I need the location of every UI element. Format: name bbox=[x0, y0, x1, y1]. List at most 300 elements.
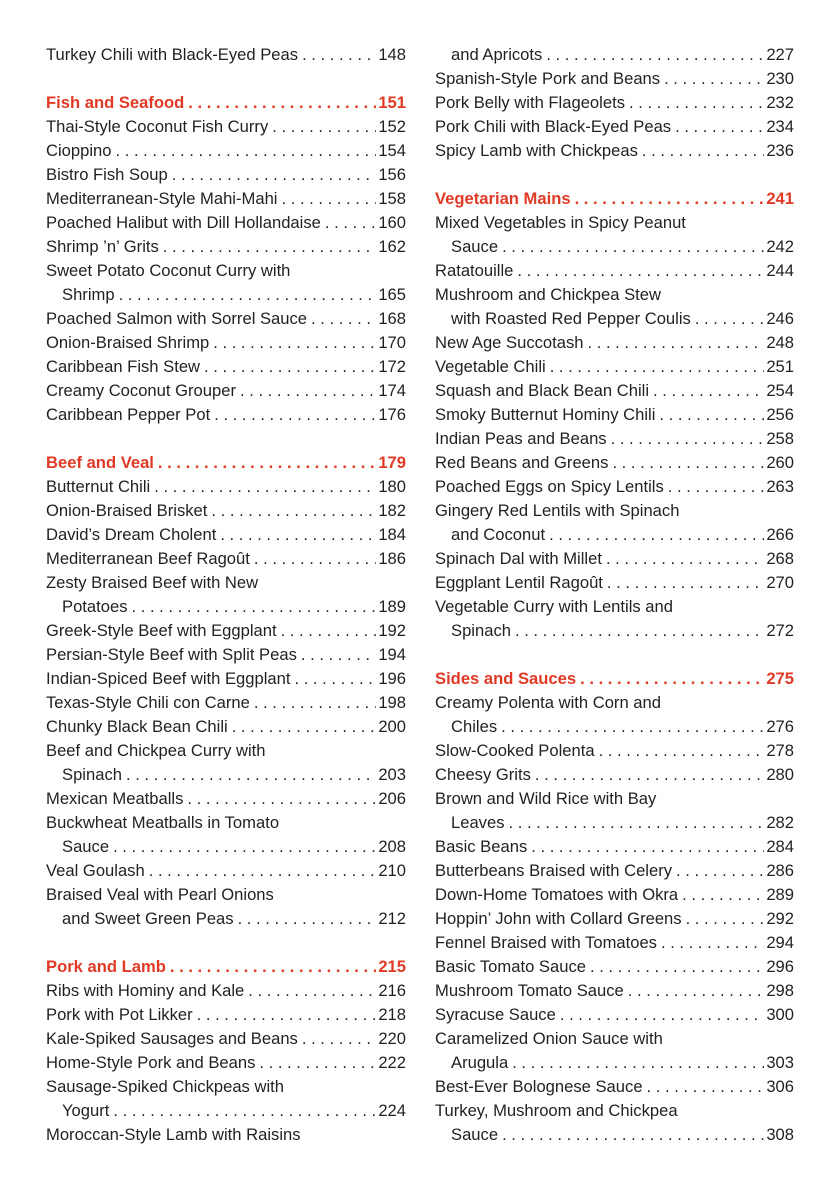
toc-entry[interactable] bbox=[46, 1123, 406, 1147]
section-page-number: 215 bbox=[378, 957, 406, 976]
dot-leader bbox=[234, 907, 377, 931]
entry-page-number: 258 bbox=[766, 429, 794, 448]
entry-page-number: 296 bbox=[766, 957, 794, 976]
toc-entry[interactable] bbox=[435, 595, 794, 619]
entry-title: Eggplant Lentil Ragoût bbox=[435, 573, 603, 592]
section-gap bbox=[46, 67, 406, 91]
entry-page-number: 280 bbox=[766, 765, 794, 784]
dot-leader bbox=[290, 667, 376, 691]
dot-leader bbox=[109, 1099, 376, 1123]
entry-title: Persian-Style Beef with Split Peas bbox=[46, 645, 297, 664]
section-page-number: 275 bbox=[766, 669, 794, 688]
toc-entry-continuation[interactable] bbox=[435, 523, 794, 547]
entry-page-number: 174 bbox=[378, 381, 406, 400]
entry-title: Basic Beans bbox=[435, 837, 528, 856]
entry-title: Potatoes bbox=[62, 597, 128, 616]
entry-title: Hoppin’ John with Collard Greens bbox=[435, 909, 682, 928]
entry-title: Sauce bbox=[451, 1125, 499, 1144]
toc-entry[interactable] bbox=[46, 331, 406, 355]
entry-page-number: 170 bbox=[378, 333, 406, 352]
toc-entry[interactable] bbox=[46, 715, 406, 739]
entry-title: Kale-Spiked Sausages and Beans bbox=[46, 1029, 298, 1048]
dot-leader bbox=[657, 931, 764, 955]
entry-page-number: 298 bbox=[766, 981, 794, 1000]
entry-title: and Sweet Green Peas bbox=[62, 909, 234, 928]
entry-title: Caramelized Onion Sauce with bbox=[435, 1029, 663, 1048]
entry-page-number: 194 bbox=[378, 645, 406, 664]
toc-entry[interactable] bbox=[435, 283, 794, 307]
dot-leader bbox=[682, 907, 765, 931]
entry-title: Home-Style Pork and Beans bbox=[46, 1053, 256, 1072]
entry-title: Butterbeans Braised with Celery bbox=[435, 861, 673, 880]
dot-leader bbox=[638, 139, 764, 163]
dot-leader bbox=[527, 835, 764, 859]
entry-page-number: 160 bbox=[378, 213, 406, 232]
toc-entry[interactable] bbox=[435, 259, 794, 283]
entry-page-number: 196 bbox=[378, 669, 406, 688]
dot-leader bbox=[200, 355, 376, 379]
toc-entry[interactable] bbox=[46, 235, 406, 259]
dot-leader bbox=[576, 667, 764, 691]
dot-leader bbox=[250, 547, 376, 571]
entry-page-number: 278 bbox=[766, 741, 794, 760]
dot-leader bbox=[115, 283, 377, 307]
section-page-number: 151 bbox=[378, 93, 406, 112]
dot-leader bbox=[542, 43, 764, 67]
toc-entry[interactable] bbox=[46, 643, 406, 667]
dot-leader bbox=[546, 355, 765, 379]
toc-entry[interactable] bbox=[435, 1027, 794, 1051]
dot-leader bbox=[678, 883, 764, 907]
dot-leader bbox=[184, 91, 376, 115]
entry-title: Butternut Chili bbox=[46, 477, 151, 496]
section-page-number: 241 bbox=[766, 189, 794, 208]
entry-title: Pork Belly with Flageolets bbox=[435, 93, 625, 112]
entry-title: Thai-Style Coconut Fish Curry bbox=[46, 117, 269, 136]
section-heading[interactable] bbox=[46, 451, 406, 475]
toc-entry[interactable] bbox=[46, 739, 406, 763]
dot-leader bbox=[649, 379, 764, 403]
toc-entry[interactable] bbox=[46, 667, 406, 691]
entry-page-number: 256 bbox=[766, 405, 794, 424]
toc-entry[interactable] bbox=[46, 787, 406, 811]
dot-leader bbox=[268, 115, 376, 139]
entry-title: Poached Eggs on Spicy Lentils bbox=[435, 477, 664, 496]
toc-column-right bbox=[435, 43, 794, 1147]
toc-entry-continuation[interactable] bbox=[435, 1123, 794, 1147]
entry-title: Shrimp bbox=[62, 285, 115, 304]
entry-title: Basic Tomato Sauce bbox=[435, 957, 586, 976]
entry-title: Poached Halibut with Dill Hollandaise bbox=[46, 213, 321, 232]
entry-title: Fennel Braised with Tomatoes bbox=[435, 933, 657, 952]
toc-entry[interactable] bbox=[46, 139, 406, 163]
entry-title: and Apricots bbox=[451, 45, 543, 64]
toc-entry[interactable] bbox=[435, 763, 794, 787]
dot-leader bbox=[672, 859, 764, 883]
entry-page-number: 234 bbox=[766, 117, 794, 136]
toc-entry-continuation[interactable] bbox=[46, 907, 406, 931]
toc-entry[interactable] bbox=[46, 811, 406, 835]
entry-page-number: 236 bbox=[766, 141, 794, 160]
entry-page-number: 244 bbox=[766, 261, 794, 280]
toc-entry[interactable] bbox=[435, 115, 794, 139]
dot-leader bbox=[321, 211, 376, 235]
section-gap bbox=[46, 427, 406, 451]
entry-title: Spinach bbox=[62, 765, 122, 784]
toc-entry[interactable] bbox=[46, 979, 406, 1003]
entry-title: Chunky Black Bean Chili bbox=[46, 717, 228, 736]
entry-page-number: 303 bbox=[766, 1053, 794, 1072]
dot-leader bbox=[498, 235, 764, 259]
toc-entry[interactable] bbox=[46, 115, 406, 139]
entry-title: Brown and Wild Rice with Bay bbox=[435, 789, 657, 808]
entry-title: Turkey, Mushroom and Chickpea bbox=[435, 1101, 678, 1120]
section-title: Fish and Seafood bbox=[46, 93, 185, 112]
entry-page-number: 251 bbox=[766, 357, 794, 376]
entry-page-number: 242 bbox=[766, 237, 794, 256]
dot-leader bbox=[643, 1075, 765, 1099]
entry-title: Smoky Butternut Hominy Chili bbox=[435, 405, 656, 424]
toc-entry[interactable] bbox=[46, 1003, 406, 1027]
entry-page-number: 268 bbox=[766, 549, 794, 568]
entry-page-number: 289 bbox=[766, 885, 794, 904]
entry-title: Mediterranean Beef Ragoût bbox=[46, 549, 250, 568]
dot-leader bbox=[150, 475, 376, 499]
entry-title: Chiles bbox=[451, 717, 498, 736]
entry-page-number: 227 bbox=[766, 45, 794, 64]
entry-page-number: 210 bbox=[378, 861, 406, 880]
entry-title: Mushroom and Chickpea Stew bbox=[435, 285, 661, 304]
entry-title: with Roasted Red Pepper Coulis bbox=[451, 309, 691, 328]
toc-entry[interactable] bbox=[435, 379, 794, 403]
toc-entry[interactable] bbox=[435, 67, 794, 91]
toc-entry[interactable] bbox=[435, 787, 794, 811]
entry-page-number: 232 bbox=[766, 93, 794, 112]
toc-entry[interactable] bbox=[435, 1099, 794, 1123]
entry-page-number: 198 bbox=[378, 693, 406, 712]
entry-page-number: 172 bbox=[378, 357, 406, 376]
entry-page-number: 306 bbox=[766, 1077, 794, 1096]
entry-title: Ratatouille bbox=[435, 261, 514, 280]
toc-entry[interactable] bbox=[435, 1003, 794, 1027]
entry-title: Veal Goulash bbox=[46, 861, 145, 880]
dot-leader bbox=[497, 715, 764, 739]
toc-entry[interactable] bbox=[435, 979, 794, 1003]
entry-title: Creamy Coconut Grouper bbox=[46, 381, 236, 400]
entry-title: Best-Ever Bolognese Sauce bbox=[435, 1077, 643, 1096]
dot-leader bbox=[664, 475, 765, 499]
section-heading[interactable] bbox=[46, 91, 406, 115]
dot-leader bbox=[145, 859, 377, 883]
dot-leader bbox=[277, 619, 377, 643]
toc-entry[interactable] bbox=[46, 1051, 406, 1075]
dot-leader bbox=[112, 139, 377, 163]
toc-entry[interactable] bbox=[46, 403, 406, 427]
entry-title: Spinach bbox=[451, 621, 511, 640]
toc-entry[interactable] bbox=[46, 1027, 406, 1051]
entry-title: Texas-Style Chili con Carne bbox=[46, 693, 250, 712]
entry-page-number: 218 bbox=[378, 1005, 406, 1024]
dot-leader bbox=[307, 307, 376, 331]
entry-title: Zesty Braised Beef with New bbox=[46, 573, 259, 592]
toc-entry[interactable] bbox=[46, 691, 406, 715]
entry-title: Shrimp ’n’ Grits bbox=[46, 237, 159, 256]
entry-page-number: 208 bbox=[378, 837, 406, 856]
entry-title: Sweet Potato Coconut Curry with bbox=[46, 261, 291, 280]
dot-leader bbox=[602, 547, 764, 571]
section-heading[interactable] bbox=[435, 187, 794, 211]
toc-entry[interactable] bbox=[435, 859, 794, 883]
toc-entry[interactable] bbox=[435, 571, 794, 595]
entry-title: Arugula bbox=[451, 1053, 509, 1072]
dot-leader bbox=[498, 1123, 764, 1147]
toc-entry-continuation[interactable] bbox=[435, 307, 794, 331]
dot-leader bbox=[210, 403, 376, 427]
dot-leader bbox=[298, 43, 376, 67]
toc-entry-continuation[interactable] bbox=[46, 595, 406, 619]
entry-title: Cioppino bbox=[46, 141, 112, 160]
entry-page-number: 292 bbox=[766, 909, 794, 928]
toc-entry[interactable] bbox=[435, 499, 794, 523]
toc-entry[interactable] bbox=[46, 307, 406, 331]
entry-title: Moroccan-Style Lamb with Raisins bbox=[46, 1125, 301, 1144]
entry-title: Indian-Spiced Beef with Eggplant bbox=[46, 669, 291, 688]
entry-page-number: 248 bbox=[766, 333, 794, 352]
toc-entry-continuation[interactable] bbox=[435, 1051, 794, 1075]
entry-page-number: 230 bbox=[766, 69, 794, 88]
dot-leader bbox=[154, 451, 376, 475]
dot-leader bbox=[545, 523, 764, 547]
section-page-number: 179 bbox=[378, 453, 406, 472]
toc-entry[interactable] bbox=[46, 499, 406, 523]
entry-page-number: 284 bbox=[766, 837, 794, 856]
dot-leader bbox=[655, 403, 764, 427]
toc-entry[interactable] bbox=[46, 859, 406, 883]
toc-entry[interactable] bbox=[435, 355, 794, 379]
entry-title: Creamy Polenta with Corn and bbox=[435, 693, 661, 712]
entry-page-number: 165 bbox=[378, 285, 406, 304]
entry-page-number: 224 bbox=[378, 1101, 406, 1120]
dot-leader bbox=[603, 571, 764, 595]
toc-entry[interactable] bbox=[435, 211, 794, 235]
toc-entry[interactable] bbox=[46, 379, 406, 403]
entry-title: Vegetable Chili bbox=[435, 357, 546, 376]
toc-entry-continuation[interactable] bbox=[435, 715, 794, 739]
entry-title: David’s Dream Cholent bbox=[46, 525, 217, 544]
dot-leader bbox=[250, 691, 376, 715]
toc-column-left bbox=[46, 43, 406, 1147]
toc-entry[interactable] bbox=[46, 547, 406, 571]
entry-page-number: 308 bbox=[766, 1125, 794, 1144]
toc-entry-continuation[interactable] bbox=[46, 835, 406, 859]
toc-entry-continuation[interactable] bbox=[46, 763, 406, 787]
entry-page-number: 180 bbox=[378, 477, 406, 496]
toc-entry[interactable] bbox=[435, 91, 794, 115]
toc-entry-continuation[interactable] bbox=[46, 283, 406, 307]
entry-title: Mexican Meatballs bbox=[46, 789, 184, 808]
entry-title: Yogurt bbox=[62, 1101, 110, 1120]
dot-leader bbox=[183, 787, 376, 811]
toc-entry-continuation[interactable] bbox=[435, 235, 794, 259]
entry-title: Caribbean Pepper Pot bbox=[46, 405, 211, 424]
toc-entry-continuation[interactable] bbox=[435, 619, 794, 643]
entry-title: Spicy Lamb with Chickpeas bbox=[435, 141, 638, 160]
toc-entry[interactable] bbox=[46, 43, 406, 67]
toc-entry[interactable] bbox=[435, 43, 794, 67]
toc-entry[interactable] bbox=[46, 355, 406, 379]
entry-page-number: 263 bbox=[766, 477, 794, 496]
dot-leader bbox=[128, 595, 377, 619]
entry-title: Greek-Style Beef with Eggplant bbox=[46, 621, 277, 640]
dot-leader bbox=[660, 67, 764, 91]
entry-title: Braised Veal with Pearl Onions bbox=[46, 885, 274, 904]
entry-title: Sausage-Spiked Chickpeas with bbox=[46, 1077, 284, 1096]
section-title: Pork and Lamb bbox=[46, 957, 166, 976]
entry-title: Slow-Cooked Polenta bbox=[435, 741, 595, 760]
entry-page-number: 154 bbox=[378, 141, 406, 160]
dot-leader bbox=[298, 1027, 376, 1051]
entry-title: Mediterranean-Style Mahi-Mahi bbox=[46, 189, 278, 208]
entry-title: Red Beans and Greens bbox=[435, 453, 609, 472]
dot-leader bbox=[571, 187, 765, 211]
dot-leader bbox=[511, 619, 764, 643]
toc-entry[interactable] bbox=[435, 451, 794, 475]
entry-page-number: 276 bbox=[766, 717, 794, 736]
section-heading[interactable] bbox=[435, 667, 794, 691]
toc-entry[interactable] bbox=[46, 475, 406, 499]
dot-leader bbox=[556, 1003, 764, 1027]
entry-title: Cheesy Grits bbox=[435, 765, 531, 784]
dot-leader bbox=[168, 163, 377, 187]
toc-entry[interactable] bbox=[435, 403, 794, 427]
toc-entry[interactable] bbox=[46, 523, 406, 547]
entry-title: and Coconut bbox=[451, 525, 546, 544]
dot-leader bbox=[228, 715, 377, 739]
toc-entry[interactable] bbox=[435, 331, 794, 355]
entry-page-number: 206 bbox=[378, 789, 406, 808]
entry-title: Caribbean Fish Stew bbox=[46, 357, 201, 376]
toc-entry[interactable] bbox=[46, 619, 406, 643]
entry-page-number: 203 bbox=[378, 765, 406, 784]
entry-page-number: 152 bbox=[378, 117, 406, 136]
entry-page-number: 300 bbox=[766, 1005, 794, 1024]
toc-entry[interactable] bbox=[46, 187, 406, 211]
entry-page-number: 186 bbox=[378, 549, 406, 568]
section-gap bbox=[46, 931, 406, 955]
toc-entry[interactable] bbox=[435, 883, 794, 907]
toc-entry-continuation[interactable] bbox=[435, 811, 794, 835]
toc-entry[interactable] bbox=[435, 547, 794, 571]
entry-page-number: 270 bbox=[766, 573, 794, 592]
toc-entry[interactable] bbox=[46, 883, 406, 907]
entry-title: Bistro Fish Soup bbox=[46, 165, 168, 184]
toc-entry[interactable] bbox=[46, 163, 406, 187]
entry-title: Gingery Red Lentils with Spinach bbox=[435, 501, 680, 520]
toc-entry[interactable] bbox=[435, 835, 794, 859]
entry-title: Indian Peas and Beans bbox=[435, 429, 607, 448]
dot-leader bbox=[671, 115, 764, 139]
dot-leader bbox=[255, 1051, 376, 1075]
section-title: Beef and Veal bbox=[46, 453, 154, 472]
entry-page-number: 176 bbox=[378, 405, 406, 424]
dot-leader bbox=[595, 739, 765, 763]
entry-page-number: 192 bbox=[378, 621, 406, 640]
toc-entry[interactable] bbox=[46, 259, 406, 283]
toc-entry-continuation[interactable] bbox=[46, 1099, 406, 1123]
entry-page-number: 216 bbox=[378, 981, 406, 1000]
entry-page-number: 272 bbox=[766, 621, 794, 640]
entry-title: Sauce bbox=[451, 237, 499, 256]
entry-title: Sauce bbox=[62, 837, 110, 856]
dot-leader bbox=[691, 307, 764, 331]
entry-title: Squash and Black Bean Chili bbox=[435, 381, 650, 400]
dot-leader bbox=[625, 91, 764, 115]
entry-title: Buckwheat Meatballs in Tomato bbox=[46, 813, 280, 832]
toc-entry[interactable] bbox=[435, 955, 794, 979]
dot-leader bbox=[122, 763, 376, 787]
entry-page-number: 220 bbox=[378, 1029, 406, 1048]
entry-title: New Age Succotash bbox=[435, 333, 584, 352]
dot-leader bbox=[505, 811, 765, 835]
dot-leader bbox=[193, 1003, 377, 1027]
dot-leader bbox=[207, 499, 376, 523]
section-gap bbox=[435, 643, 794, 667]
entry-page-number: 266 bbox=[766, 525, 794, 544]
dot-leader bbox=[508, 1051, 764, 1075]
entry-page-number: 156 bbox=[378, 165, 406, 184]
section-title: Vegetarian Mains bbox=[435, 189, 571, 208]
entry-page-number: 158 bbox=[378, 189, 406, 208]
entry-title: Beef and Chickpea Curry with bbox=[46, 741, 266, 760]
dot-leader bbox=[244, 979, 376, 1003]
toc-entry[interactable] bbox=[435, 139, 794, 163]
dot-leader bbox=[236, 379, 376, 403]
toc-entry[interactable] bbox=[435, 475, 794, 499]
entry-title: Leaves bbox=[451, 813, 505, 832]
toc-entry[interactable] bbox=[435, 427, 794, 451]
toc-entry[interactable] bbox=[435, 1075, 794, 1099]
entry-title: Onion-Braised Shrimp bbox=[46, 333, 210, 352]
dot-leader bbox=[584, 331, 765, 355]
toc-entry[interactable] bbox=[46, 211, 406, 235]
entry-title: Spanish-Style Pork and Beans bbox=[435, 69, 661, 88]
section-heading[interactable] bbox=[46, 955, 406, 979]
entry-page-number: 148 bbox=[378, 45, 406, 64]
dot-leader bbox=[607, 427, 765, 451]
entry-page-number: 254 bbox=[766, 381, 794, 400]
dot-leader bbox=[608, 451, 764, 475]
dot-leader bbox=[297, 643, 376, 667]
entry-page-number: 189 bbox=[378, 597, 406, 616]
toc-entry[interactable] bbox=[46, 571, 406, 595]
dot-leader bbox=[216, 523, 376, 547]
dot-leader bbox=[159, 235, 377, 259]
dot-leader bbox=[109, 835, 376, 859]
dot-leader bbox=[278, 187, 377, 211]
entry-title: Mixed Vegetables in Spicy Peanut bbox=[435, 213, 686, 232]
entry-title: Vegetable Curry with Lentils and bbox=[435, 597, 673, 616]
entry-title: Ribs with Hominy and Kale bbox=[46, 981, 245, 1000]
toc-entry[interactable] bbox=[435, 931, 794, 955]
entry-title: Mushroom Tomato Sauce bbox=[435, 981, 624, 1000]
toc-entry[interactable] bbox=[435, 739, 794, 763]
dot-leader bbox=[586, 955, 764, 979]
toc-entry[interactable] bbox=[435, 907, 794, 931]
entry-page-number: 212 bbox=[378, 909, 406, 928]
toc-entry[interactable] bbox=[46, 1075, 406, 1099]
toc-entry[interactable] bbox=[435, 691, 794, 715]
entry-title: Poached Salmon with Sorrel Sauce bbox=[46, 309, 308, 328]
